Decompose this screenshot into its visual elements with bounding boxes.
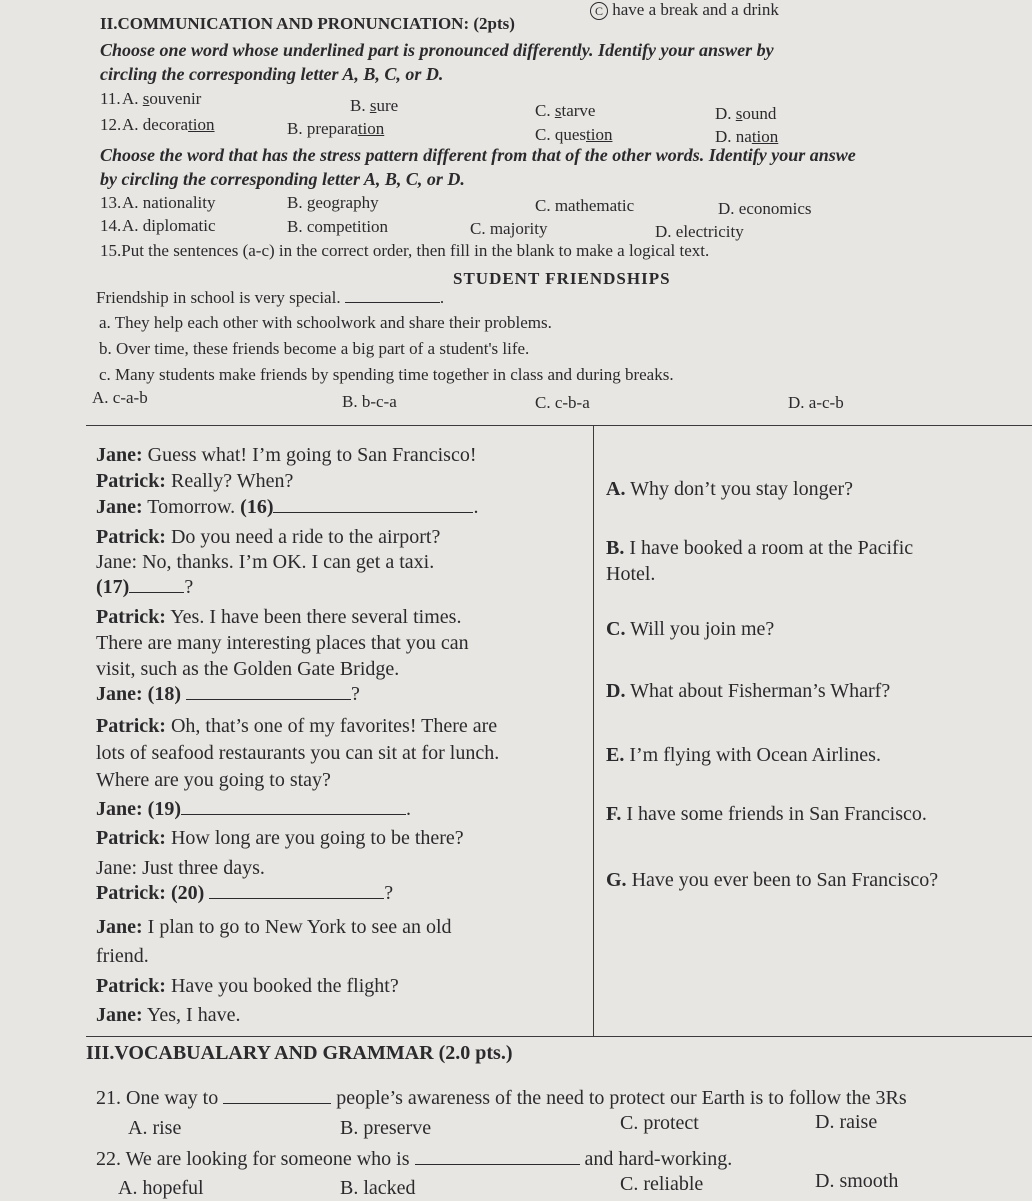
q14-option-c[interactable]: C. majority bbox=[470, 219, 548, 238]
q14-option-b[interactable]: B. competition bbox=[287, 217, 389, 236]
q22-option-a[interactable]: A. hopeful bbox=[118, 1177, 204, 1199]
q13-option-d[interactable]: D. economics bbox=[718, 199, 812, 218]
q15-answer-blank[interactable] bbox=[345, 288, 440, 303]
choice-label: E. bbox=[606, 744, 625, 766]
choice-label: B. bbox=[606, 537, 625, 559]
q15-stem bbox=[96, 288, 444, 308]
dialogue-line-14 bbox=[96, 798, 411, 821]
speaker: Patrick: bbox=[96, 526, 166, 548]
q12-d-underlined: tion bbox=[751, 127, 779, 146]
speaker: Jane: bbox=[96, 444, 143, 466]
dialogue-line-7 bbox=[96, 606, 461, 629]
q12-c-prefix: C. ques bbox=[535, 125, 586, 144]
choice-f[interactable] bbox=[606, 803, 927, 826]
q13-option-c[interactable]: C. mathematic bbox=[535, 196, 635, 215]
q15-sentence-c: c. Many students make friends by spending time together in class and during breaks. bbox=[99, 365, 674, 384]
instruction-2-line-2: by circling the corresponding letter A, B, C, or D. bbox=[100, 169, 465, 189]
q12-a-underlined: tion bbox=[188, 115, 215, 134]
dialogue-line-11 bbox=[96, 715, 497, 738]
choice-text: Why don’t you stay longer? bbox=[625, 478, 854, 500]
instruction-1-line-2: circling the corresponding letter A, B, C, or D. bbox=[100, 64, 444, 84]
blank-number-17: (17) bbox=[96, 576, 130, 598]
choice-label: C. bbox=[606, 618, 626, 640]
dialogue-line-3 bbox=[96, 496, 478, 519]
q13-option-b[interactable]: B. geography bbox=[287, 193, 379, 212]
q22-prefix: 22. We are looking for someone who is bbox=[96, 1148, 415, 1170]
speaker: Patrick: bbox=[96, 827, 166, 849]
q15-option-b[interactable]: B. b-c-a bbox=[342, 392, 397, 411]
speaker: Patrick: bbox=[96, 715, 166, 737]
q12-option-d[interactable] bbox=[715, 127, 778, 147]
q14-option-d[interactable]: D. electricity bbox=[655, 222, 744, 241]
q11-b-underlined: s bbox=[369, 96, 377, 115]
choice-text: I have booked a room at the Pacific bbox=[624, 537, 914, 559]
q15-sentence-a: a. They help each other with schoolwork and share their problems. bbox=[99, 313, 552, 332]
line-text: Yes. I have been there several times. bbox=[165, 606, 462, 628]
q22-suffix: and hard-working. bbox=[579, 1148, 733, 1170]
q15-instruction: 15.Put the sentences (a-c) in the correct order, then fill in the blank to make a logical text. bbox=[100, 241, 710, 260]
q22-stem bbox=[96, 1148, 732, 1171]
dialogue-line-17 bbox=[96, 882, 393, 905]
top-option-text: have a break and a drink bbox=[612, 0, 779, 19]
dialogue-table bbox=[86, 425, 1032, 1037]
q11-number: 11. bbox=[100, 89, 121, 108]
q11-a-underlined: s bbox=[142, 89, 150, 108]
q13-option-a[interactable]: A. nationality bbox=[122, 193, 216, 212]
dialogue-line-1 bbox=[96, 444, 477, 467]
dialogue-line-19: friend. bbox=[96, 945, 149, 967]
dialogue-line-5: Jane: No, thanks. I’m OK. I can get a taxi. bbox=[96, 551, 435, 573]
q12-b-prefix: B. prepara bbox=[287, 119, 358, 138]
dialogue-line-18 bbox=[96, 916, 452, 939]
choice-g[interactable] bbox=[606, 869, 938, 892]
blank-number-16: (16) bbox=[240, 496, 274, 518]
q13-number: 13. bbox=[100, 193, 122, 212]
blank-19[interactable] bbox=[181, 800, 406, 815]
line-text: I plan to go to New York to see an old bbox=[142, 916, 452, 938]
dialogue-line-21 bbox=[96, 1004, 240, 1027]
q15-option-d[interactable]: D. a-c-b bbox=[788, 393, 844, 412]
q15-sentence-b: b. Over time, these friends become a big part of a student's life. bbox=[99, 339, 530, 358]
choice-label: G. bbox=[606, 869, 627, 891]
speaker: Patrick: bbox=[96, 975, 166, 997]
q11-c-underlined: s bbox=[554, 101, 562, 120]
q12-d-prefix: D. na bbox=[715, 127, 752, 146]
q15-option-c[interactable]: C. c-b-a bbox=[535, 393, 590, 412]
q12-option-a[interactable] bbox=[122, 115, 215, 135]
q11-b-rest: ure bbox=[376, 96, 399, 115]
choice-text: Will you join me? bbox=[625, 618, 775, 640]
q22-option-b[interactable]: B. lacked bbox=[340, 1177, 416, 1199]
line-text: How long are you going to be there? bbox=[165, 827, 464, 849]
section3-title: III.VOCABUALARY AND GRAMMAR (2.0 pts.) bbox=[86, 1042, 513, 1064]
line-end: ? bbox=[184, 576, 194, 598]
blank-18[interactable] bbox=[186, 685, 351, 700]
speaker: Patrick: (20) bbox=[96, 882, 205, 904]
q12-option-c[interactable] bbox=[535, 125, 612, 145]
choice-a[interactable] bbox=[606, 478, 853, 501]
blank-20[interactable] bbox=[209, 884, 384, 899]
q21-prefix: 21. One way to bbox=[96, 1087, 224, 1109]
choice-d[interactable] bbox=[606, 680, 890, 703]
instruction-2-line-1: Choose the word that has the stress pattern different from that of the other words. Identify your answe bbox=[100, 145, 856, 165]
q11-option-d[interactable] bbox=[715, 104, 776, 124]
line-text: Tomorrow. bbox=[142, 496, 241, 518]
line-text: Oh, that’s one of my favorites! There are bbox=[165, 715, 498, 737]
dialogue-line-2 bbox=[96, 470, 293, 493]
q21-option-a[interactable]: A. rise bbox=[128, 1117, 182, 1139]
q21-suffix: people’s awareness of the need to protect our Earth is to follow the 3Rs bbox=[331, 1087, 907, 1109]
q14-option-a[interactable]: A. diplomatic bbox=[122, 216, 216, 235]
choice-label: F. bbox=[606, 803, 622, 825]
line-text: Do you need a ride to the airport? bbox=[165, 526, 441, 548]
dialogue-line-13: Where are you going to stay? bbox=[96, 769, 331, 791]
q21-option-d[interactable]: D. raise bbox=[815, 1111, 878, 1133]
q15-heading: STUDENT FRIENDSHIPS bbox=[453, 269, 671, 288]
choice-text: I have some friends in San Francisco. bbox=[621, 803, 927, 825]
q22-answer-blank[interactable] bbox=[415, 1150, 580, 1165]
choice-b[interactable] bbox=[606, 537, 913, 560]
q11-option-c[interactable] bbox=[535, 101, 595, 121]
choice-label: D. bbox=[606, 680, 626, 702]
q21-stem bbox=[96, 1087, 907, 1110]
q12-c-underlined: tion bbox=[586, 125, 613, 144]
blank-17[interactable] bbox=[129, 578, 184, 593]
dialogue-line-12: lots of seafood restaurants you can sit at for lunch. bbox=[96, 742, 500, 764]
top-option bbox=[590, 0, 779, 20]
dialogue-column bbox=[86, 426, 593, 1036]
speaker: Jane: (18) bbox=[96, 683, 181, 705]
q11-d-rest: ound bbox=[742, 104, 777, 123]
choice-e[interactable] bbox=[606, 744, 881, 767]
option-letter-circle: C bbox=[590, 2, 608, 20]
q11-a-prefix: A. bbox=[122, 89, 143, 108]
q12-number: 12. bbox=[100, 115, 122, 134]
dialogue-line-6 bbox=[96, 576, 193, 599]
q21-option-c[interactable]: C. protect bbox=[620, 1112, 699, 1134]
dialogue-line-8: There are many interesting places that you can bbox=[96, 632, 469, 654]
q22-option-d[interactable]: D. smooth bbox=[815, 1170, 899, 1192]
blank-16[interactable] bbox=[273, 498, 473, 513]
q21-answer-blank[interactable] bbox=[223, 1089, 331, 1104]
line-text: Guess what! I’m going to San Francisco! bbox=[142, 444, 477, 466]
instruction-1-line-1: Choose one word whose underlined part is pronounced differently. Identify your answer by bbox=[100, 40, 774, 60]
dialogue-line-16: Jane: Just three days. bbox=[96, 857, 265, 879]
q21-option-b[interactable]: B. preserve bbox=[340, 1117, 432, 1139]
speaker: Jane: (19) bbox=[96, 798, 181, 820]
line-text: Yes, I have. bbox=[142, 1004, 241, 1026]
line-end: ? bbox=[350, 683, 360, 705]
q11-c-rest: tarve bbox=[561, 101, 596, 120]
dialogue-line-9: visit, such as the Golden Gate Bridge. bbox=[96, 658, 400, 680]
line-end: . bbox=[405, 798, 411, 820]
choice-b-continued: Hotel. bbox=[606, 563, 656, 585]
q11-b-prefix: B. bbox=[350, 96, 370, 115]
choices-column bbox=[594, 426, 1032, 1036]
q11-option-b[interactable] bbox=[350, 96, 398, 116]
q15-stem-end: . bbox=[439, 288, 445, 307]
choice-text: What about Fisherman’s Wharf? bbox=[625, 680, 891, 702]
choice-c[interactable] bbox=[606, 618, 774, 641]
q11-d-prefix: D. bbox=[715, 104, 736, 123]
dialogue-line-4 bbox=[96, 526, 440, 549]
line-text: Have you booked the flight? bbox=[165, 975, 399, 997]
line-text: Really? When? bbox=[165, 470, 294, 492]
speaker: Patrick: bbox=[96, 606, 166, 628]
speaker: Jane: bbox=[96, 496, 143, 518]
q11-a-rest: ouvenir bbox=[149, 89, 202, 108]
q15-stem-text: Friendship in school is very special. bbox=[96, 288, 341, 307]
q12-b-underlined: tion bbox=[357, 119, 385, 138]
q11-c-prefix: C. bbox=[535, 101, 555, 120]
q12-option-b[interactable] bbox=[287, 119, 384, 139]
line-end: . bbox=[473, 496, 479, 518]
q15-option-a[interactable]: A. c-a-b bbox=[92, 388, 148, 407]
q12-a-prefix: A. decora bbox=[122, 115, 189, 134]
q22-option-c[interactable]: C. reliable bbox=[620, 1173, 704, 1195]
speaker: Jane: bbox=[96, 1004, 143, 1026]
choice-label: A. bbox=[606, 478, 626, 500]
speaker: Jane: bbox=[96, 916, 143, 938]
dialogue-line-15 bbox=[96, 827, 464, 850]
q11-d-underlined: s bbox=[735, 104, 743, 123]
line-end: ? bbox=[384, 882, 394, 904]
q11-option-a[interactable] bbox=[122, 89, 201, 109]
dialogue-line-20 bbox=[96, 975, 399, 998]
dialogue-line-10 bbox=[96, 683, 360, 706]
speaker: Patrick: bbox=[96, 470, 166, 492]
choice-text: Have you ever been to San Francisco? bbox=[626, 869, 939, 891]
choice-text: I’m flying with Ocean Airlines. bbox=[624, 744, 881, 766]
q14-number: 14. bbox=[100, 216, 122, 235]
section2-title: II.COMMUNICATION AND PRONUNCIATION: (2pts) bbox=[100, 14, 515, 33]
